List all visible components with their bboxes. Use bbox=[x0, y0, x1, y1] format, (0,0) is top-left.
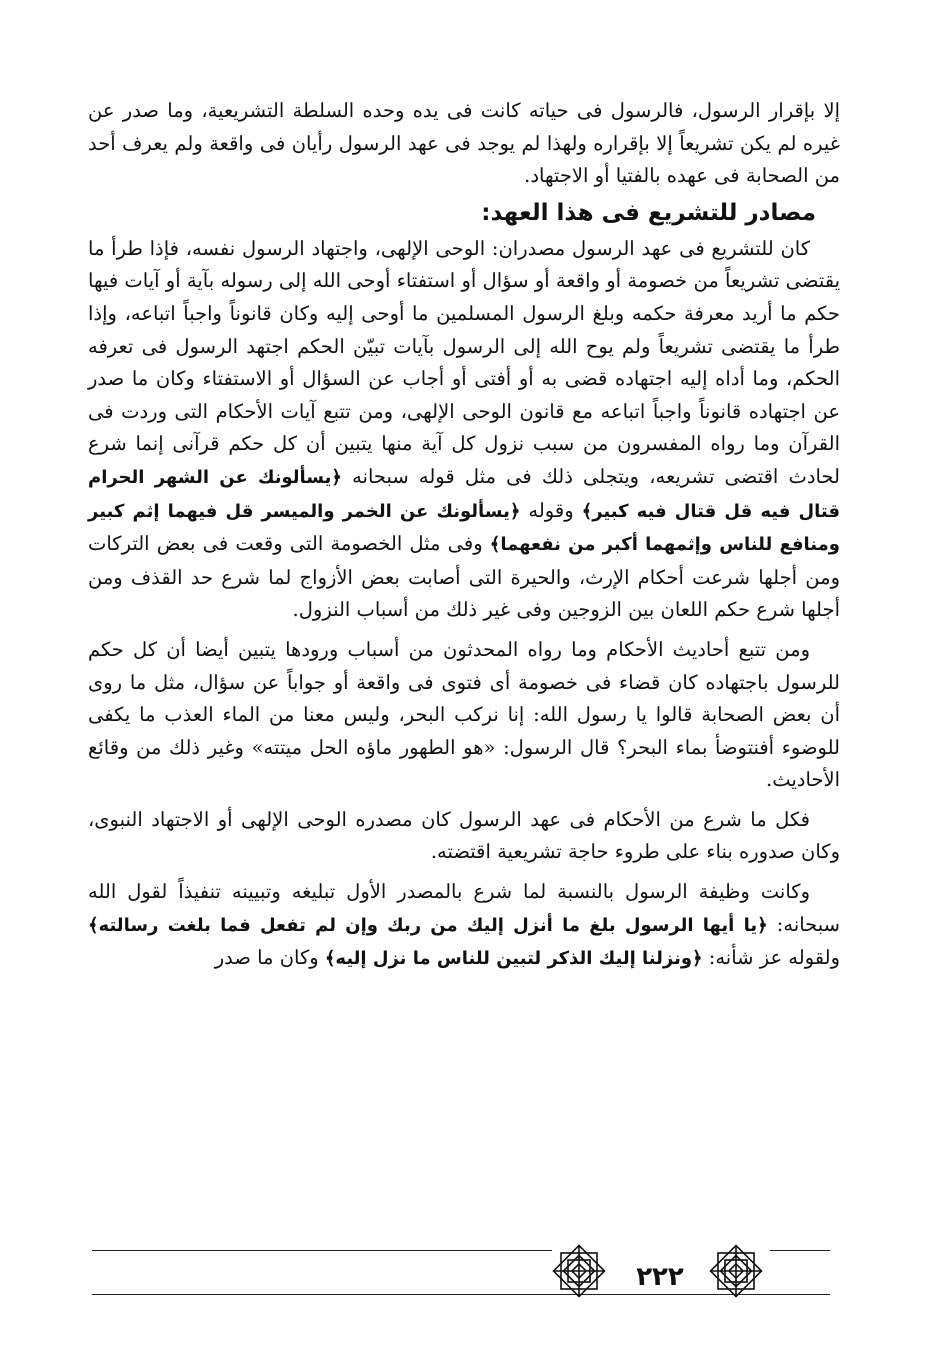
document-body bbox=[88, 95, 840, 976]
quran-quote-4: ﴿ونزلنا إليك الذكر لتبين للناس ما نزل إليه﴾ bbox=[324, 948, 703, 970]
paragraph-2-text-c: وفى مثل الخصومة التى وقعت فى بعض التركات ومن أجلها شرعت أحكام الإرث، والحيرة التى أصابت بعض الأزواج لما شرع حد القذف ومن أجلها شرع حكم اللعان بين الزوجين وفى غير ذلك من أسباب النزول. bbox=[88, 532, 840, 622]
eight-point-star-ornament-icon-right bbox=[705, 1240, 767, 1302]
paragraph-2-text-a: كان للتشريع فى عهد الرسول مصدران: الوحى الإلهى، واجتهاد الرسول نفسه، فإذا طرأ ما يقتضى تشريعاً من خصومة أو واقعة أو سؤال أو استفتاء أوحى الله إلى رسوله بآية أو آيات فيها حكم ما أريد معرفة حكمه وبلغ الرسول المسلمين ما أوحى إليه وكان قانوناً واجباً اتباعه، وإذا طرأ ما يقتضى تشريعاً ولم يوح الله إلى الرسول بآيات تبيّن الحكم اجتهد الرسول فى تعرفه الحكم، وما أداه إليه اجتهاده قضى به أو أفتى أو أجاب عن السؤال أو الاستفتاء وكان ما صدر عن اجتهاده قانوناً واجباً اتباعه مع قانون الوحى الإلهى، ومن تتبع آيات الأحكام التى وردت فى القرآن وما رواه المفسرون من سبب نزول كل آية منها يتبين أن كل حكم قرآنى إنما شرع لحادث اقتضى تشريعه، ويتجلى ذلك فى مثل قوله سبحانه bbox=[88, 236, 841, 488]
paragraph-5-text-b: ولقوله عز شأنه: bbox=[702, 946, 840, 970]
footer-rule-right-top bbox=[770, 1250, 830, 1251]
quran-quote-1: ﴿يسألونك عن الشهر الحرام قتال فيه قل قتال فيه كبير﴾ bbox=[88, 466, 840, 522]
quran-quote-2: ﴿يسألونك عن الخمر والميسر قل فيهما إثم كبير ومنافع للناس وإثمهما أكبر من نفعهما﴾ bbox=[88, 500, 840, 556]
paragraph-5-text-c: وكان ما صدر bbox=[214, 946, 325, 970]
paragraph-2 bbox=[88, 233, 840, 627]
footer-rule-left-top bbox=[92, 1250, 552, 1251]
paragraph-4: فكل ما شرع من الأحكام فى عهد الرسول كان مصدره الوحى الإلهى أو الاجتهاد النبوى، وكان صدوره بناء على طروء حاجة تشريعية اقتضته. bbox=[88, 807, 840, 864]
page-number: ٢٢٢ bbox=[636, 1262, 684, 1292]
paragraph-1: إلا بإقرار الرسول، فالرسول فى حياته كانت فى يده وحده السلطة التشريعية، وما صدر عن غيره لم يكن تشريعاً إلا بإقراره ولهذا لم يوجد فى عهد الرسول رأيان فى واقعة ولم يعرف أحد من الصحابة فى عهده بالفتيا أو الاجتهاد. bbox=[88, 99, 840, 188]
section-heading: مصادر للتشريع فى هذا العهد: bbox=[481, 199, 816, 226]
paragraph-5 bbox=[88, 876, 840, 976]
paragraph-2-text-b: وقوله bbox=[520, 498, 582, 522]
quran-quote-3: ﴿يا أيها الرسول بلغ ما أنزل إليك من ربك وإن لم تفعل فما بلغت رسالته﴾ bbox=[88, 914, 768, 936]
paragraph-5-text-a: وكانت وظيفة الرسول بالنسبة لما شرع بالمصدر الأول تبليغه وتبيينه تنفيذاً لقول الله سبحانه: bbox=[88, 880, 840, 936]
paragraph-3: ومن تتبع أحاديث الأحكام وما رواه المحدثون من أسباب ورودها يتبين أيضا أن كل حكم للرسول باجتهاده كان قضاء فى خصومة أى فتوى فى واقعة أو جواباً عن سؤال، مثل ما روى أن بعض الصحابة قالوا يا رسول الله: إنا نركب البحر، وليس معنا من الماء العذب ما يكفى للوضوء أفنتوضأ بماء البحر؟ قال الرسول: «هو الطهور ماؤه الحل ميتته» وغير ذلك من وقائع الأحاديث. bbox=[88, 637, 840, 792]
eight-point-star-ornament-icon bbox=[548, 1240, 610, 1302]
